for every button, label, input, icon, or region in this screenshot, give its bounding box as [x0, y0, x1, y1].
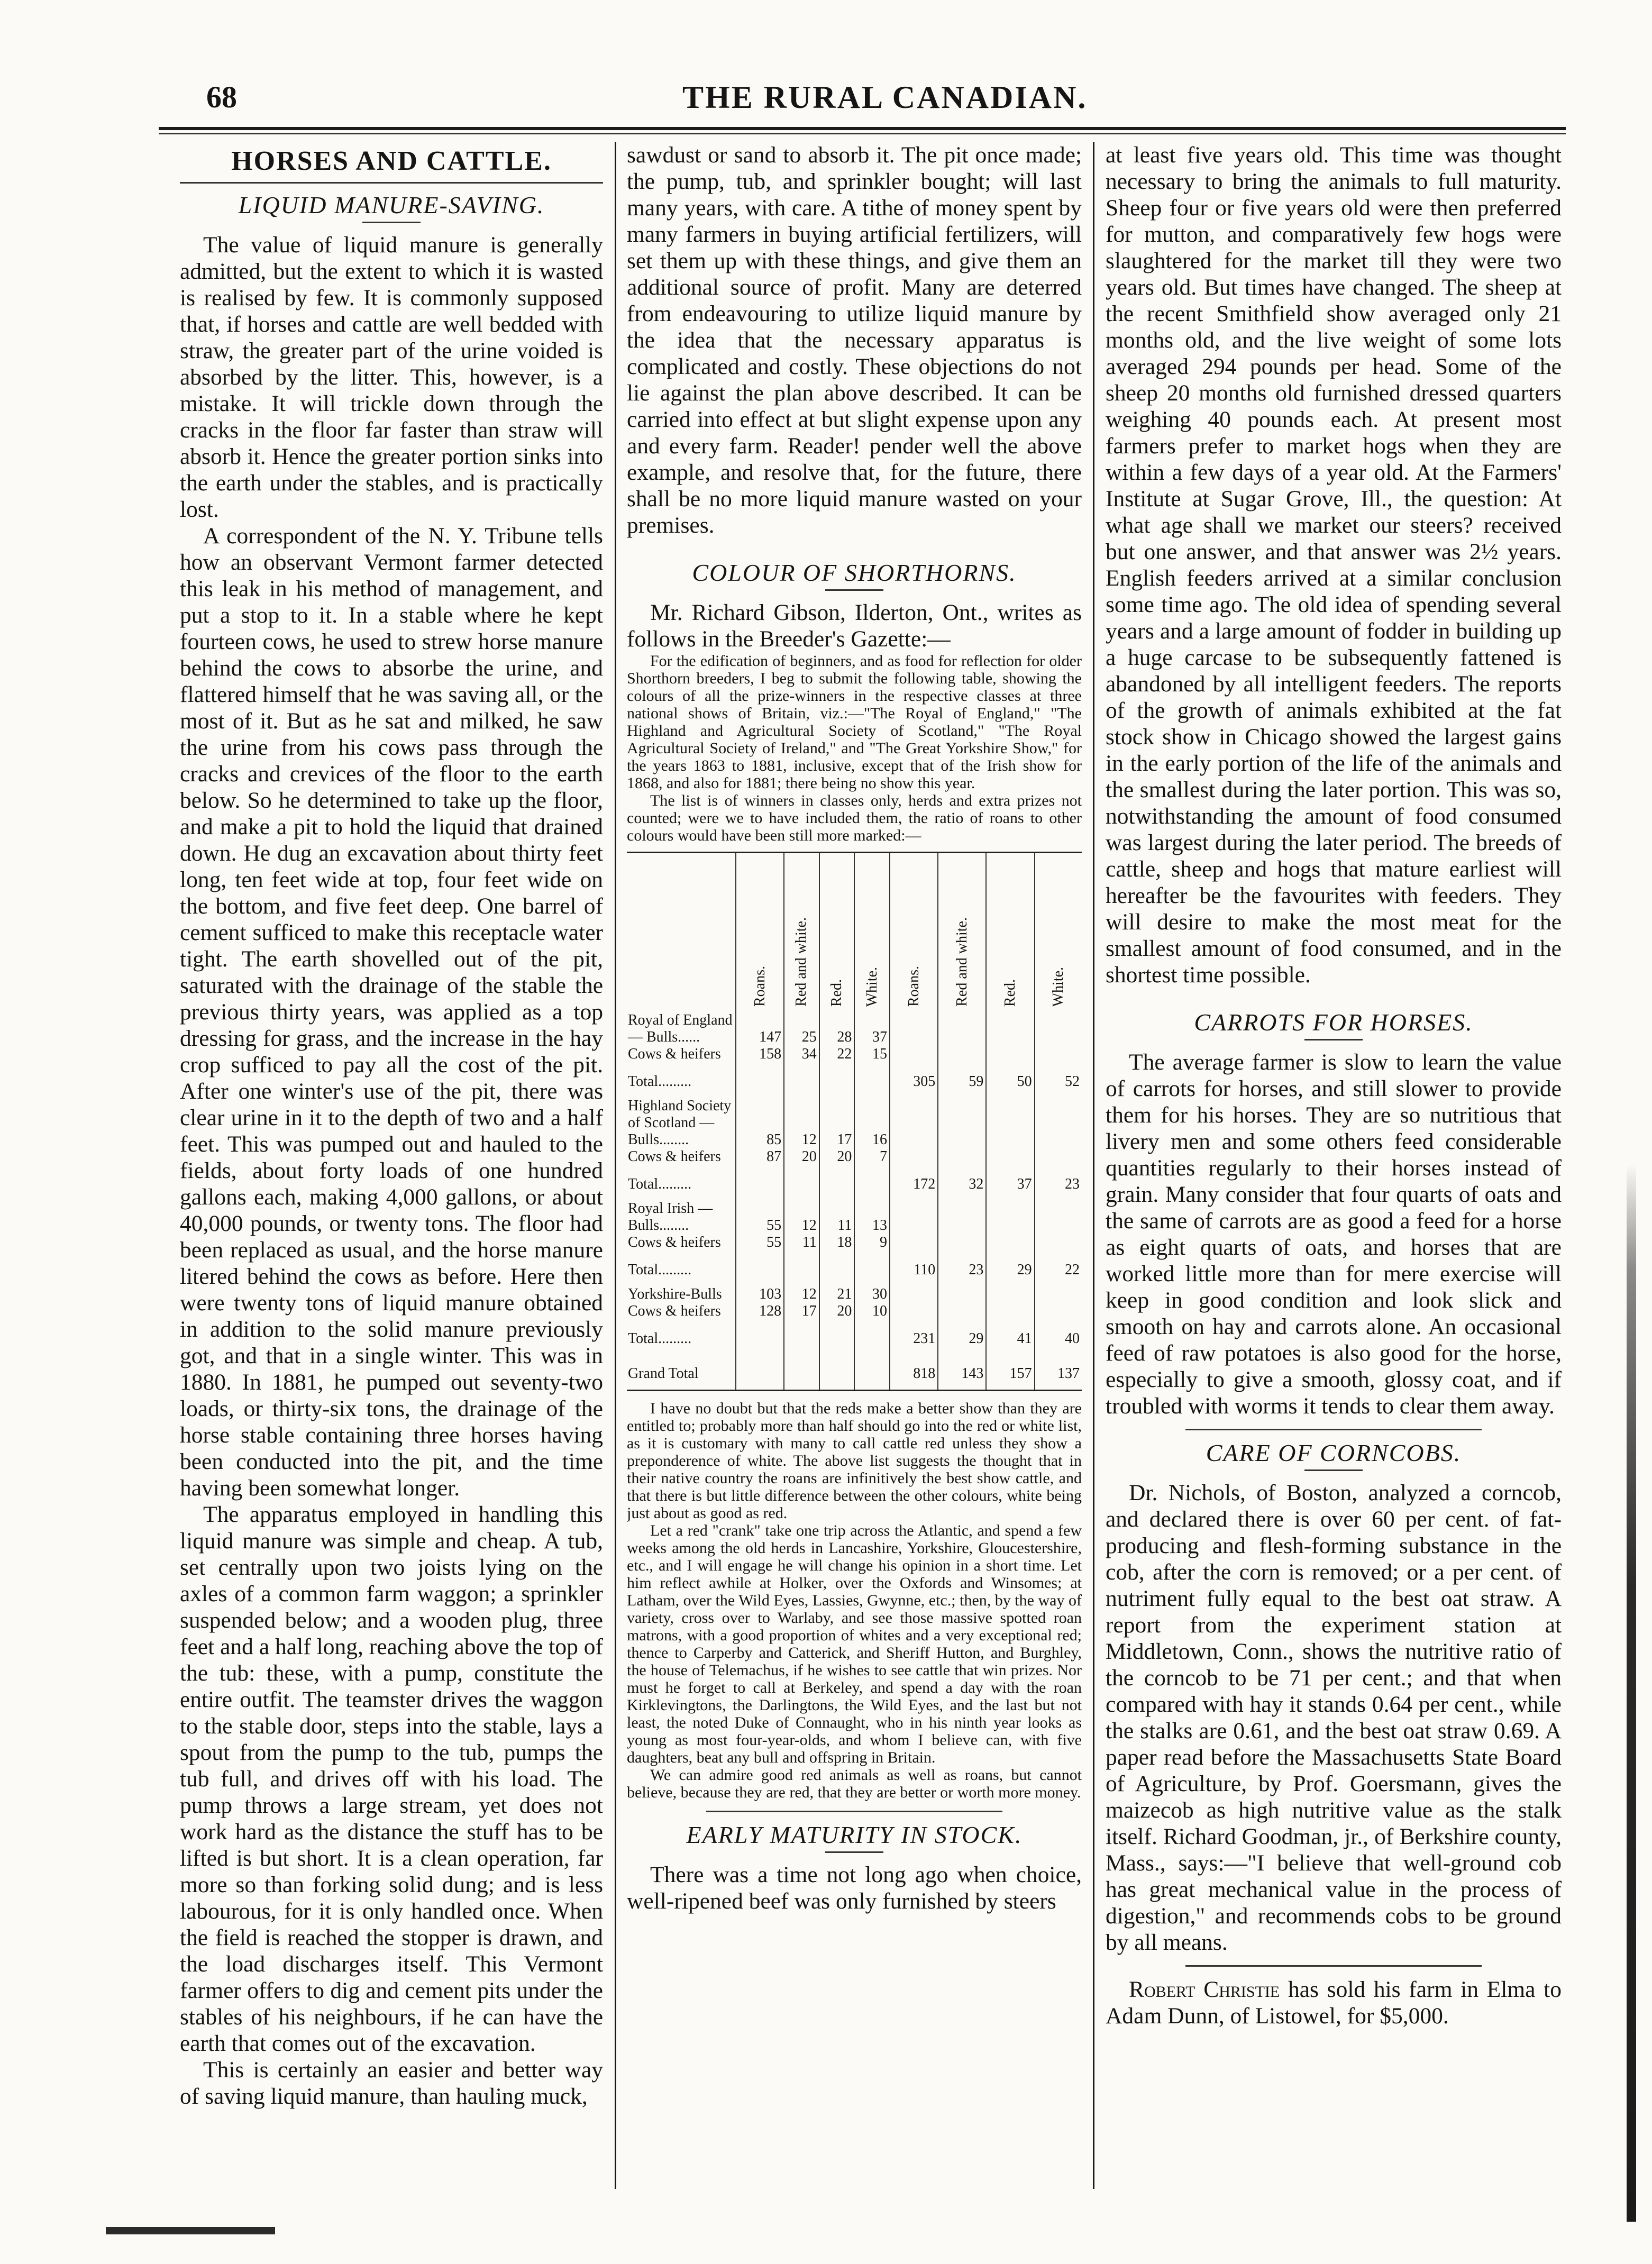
column-header-label: White. — [1049, 966, 1066, 1007]
column-header-label: Red and white. — [793, 917, 810, 1007]
table-cell — [819, 1251, 855, 1286]
table-header-blank — [627, 853, 736, 1012]
table-total-row — [627, 1355, 1082, 1391]
table-row — [627, 1012, 1082, 1046]
table-cell: 37 — [986, 1165, 1034, 1200]
table-column-header — [819, 853, 855, 1012]
row-label: Cows & heifers — [628, 1046, 721, 1062]
title-dash — [1304, 1039, 1363, 1040]
news-item — [1106, 1976, 1562, 2029]
row-label: Total......... — [628, 1073, 692, 1090]
row-label: Cows & heifers — [628, 1303, 721, 1319]
table-cell: 137 — [1035, 1355, 1082, 1391]
table-cell — [1035, 1200, 1082, 1234]
table-cell — [784, 1063, 819, 1098]
small-paragraph: For the edification of beginners, and as food for reflection for older Shorthorn breeders, I beg to submit the following table, showing the colours of all the prize-winners in the respective classes at three national shows of Britain, viz.:—"The Royal of England," "The Highland and Agricultural Society of Scotland," "The Royal Agricultural Society of Ireland," and "The Great Yorkshire Show," for the years 1863 to 1881, inclusive, except that of the Irish show for 1868, and also for 1881; there being no show this year. — [627, 652, 1082, 792]
table-cell — [784, 1355, 819, 1391]
table-cell — [986, 1200, 1034, 1234]
header-rule-thin — [159, 133, 1566, 134]
column-header-label: Red. — [1001, 979, 1018, 1007]
scan-mark — [106, 2227, 275, 2234]
column-header-label: Roans. — [751, 966, 768, 1007]
table-cell — [986, 1234, 1034, 1251]
news-item-name: Robert Christie — [1129, 1977, 1280, 2002]
page-number: 68 — [206, 80, 237, 114]
table-cell — [986, 1012, 1034, 1046]
table-cell: 50 — [986, 1063, 1034, 1098]
table-cell: 17 — [784, 1303, 819, 1320]
table-cell — [854, 1355, 890, 1391]
table-cell — [1035, 1234, 1082, 1251]
column-divider-1 — [615, 142, 616, 2189]
table-cell: 172 — [890, 1165, 938, 1200]
table-cell: 15 — [854, 1046, 890, 1063]
table-cell: 18 — [819, 1234, 855, 1251]
table-cell: 41 — [986, 1320, 1034, 1355]
table-cell — [819, 1165, 855, 1200]
title-dash — [362, 222, 421, 223]
table-cell — [854, 1320, 890, 1355]
table-cell — [938, 1234, 986, 1251]
news-item-text: has sold his farm in Elma to Adam Dunn, of Listowel, for $5,000. — [1106, 1977, 1562, 2029]
column-divider-2 — [1093, 142, 1094, 2189]
table-cell: 17 — [819, 1098, 855, 1148]
table-cell — [986, 1303, 1034, 1320]
table-column-header — [736, 853, 784, 1012]
table-cell: 85 — [736, 1098, 784, 1148]
paragraph: A correspondent of the N. Y. Tribune tells how an observant Vermont farmer detected this leak in his method of management, and put a stop to it. In a stable where he kept fourteen cows, he used to strew horse manure behind the cows to absorbe the urine, and flattered himself that he was saving all, or the most of it. But as he sat and milked, he saw the urine from his cows pass through the cracks and crevices of the floor to the earth below. So he determined to take up the floor, and make a pit to hold the liquid that drained down. He dug an excavation about thirty feet long, ten feet wide at top, four feet wide on the bottom, and five feet deep. One barrel of cement sufficed to make this receptacle water tight. The earth shovelled out of the pit, saturated with the drainage of the stable the previous thirty years, was applied as a top dressing for grass, and the increase in the hay crop sufficed to pay all the cost of the pit. After one winter's use of the pit, there was clear urine in it to the depth of two and a half feet. This was pumped out and hauled to the fields, about forty loads of one hundred gallons each, making 4,000 gallons, or about 40,000 pounds, or twenty tons. The floor had been replaced as usual, and the horse manure litered behind the cows as before. Here then were twenty tons of liquid manure obtained in addition to the solid manure previously got, and that in a single winter. This was in 1880. In 1881, he pumped out seventy-two loads, or thirty-six tons, the drainage of the horse stable containing three horses having been conducted into the pit, and the time having been somewhat longer. — [180, 523, 603, 1501]
table-cell: 32 — [938, 1165, 986, 1200]
table-total-row — [627, 1320, 1082, 1355]
article-title-liquid-manure: LIQUID MANURE-SAVING. — [238, 191, 545, 218]
table-column-header — [854, 853, 890, 1012]
column-2 — [627, 142, 1082, 2189]
table-row — [627, 1098, 1082, 1148]
table-cell: 25 — [784, 1012, 819, 1046]
table-cell: 231 — [890, 1320, 938, 1355]
table-cell: 22 — [819, 1046, 855, 1063]
table-cell: 10 — [854, 1303, 890, 1320]
table-cell: 16 — [854, 1098, 890, 1148]
table-row — [627, 1148, 1082, 1165]
table-cell: 29 — [986, 1251, 1034, 1286]
table-cell — [736, 1251, 784, 1286]
table-row — [627, 1200, 1082, 1234]
table-cell: 23 — [1035, 1165, 1082, 1200]
table-cell — [1035, 1286, 1082, 1303]
table-cell: 30 — [854, 1286, 890, 1303]
table-cell — [736, 1320, 784, 1355]
small-paragraph: We can admire good red animals as well as roans, but cannot believe, because they are red, that they are better or worth more money. — [627, 1766, 1082, 1801]
table-cell — [784, 1251, 819, 1286]
title-dash — [1304, 1469, 1363, 1471]
paragraph: This is certainly an easier and better way of saving liquid manure, than hauling muck, — [180, 2057, 603, 2109]
table-cell — [890, 1046, 938, 1063]
table-cell: 128 — [736, 1303, 784, 1320]
article-title-corncobs: CARE OF CORNCOBS. — [1206, 1439, 1462, 1466]
column-1 — [180, 142, 603, 2189]
column-header-label: Red. — [828, 979, 845, 1007]
table-cell: 305 — [890, 1063, 938, 1098]
table-cell: 40 — [1035, 1320, 1082, 1355]
table-cell — [819, 1063, 855, 1098]
table-column-header — [1035, 853, 1082, 1012]
article-rule — [706, 1811, 1002, 1812]
table-column-header — [890, 853, 938, 1012]
table-cell: 55 — [736, 1200, 784, 1234]
row-label: Yorkshire-Bulls — [628, 1286, 722, 1302]
table-cell: 7 — [854, 1148, 890, 1165]
article-rule — [1185, 1965, 1482, 1967]
row-label: Grand Total — [628, 1365, 699, 1382]
table-cell: 55 — [736, 1234, 784, 1251]
table-cell — [986, 1286, 1034, 1303]
table-cell — [938, 1148, 986, 1165]
table-cell: 20 — [819, 1303, 855, 1320]
table-cell: 21 — [819, 1286, 855, 1303]
table-cell — [890, 1286, 938, 1303]
article-title-early-maturity: EARLY MATURITY IN STOCK. — [686, 1821, 1023, 1848]
row-label: Cows & heifers — [628, 1148, 721, 1165]
scan-edge-shadow — [1627, 1164, 1636, 2222]
table-cell: 110 — [890, 1251, 938, 1286]
table-cell: 11 — [819, 1200, 855, 1234]
table-cell: 9 — [854, 1234, 890, 1251]
table-cell — [1035, 1012, 1082, 1046]
table-cell — [1035, 1303, 1082, 1320]
table-cell — [890, 1303, 938, 1320]
table-cell: 157 — [986, 1355, 1034, 1391]
table-cell — [938, 1286, 986, 1303]
table-cell — [854, 1063, 890, 1098]
table-total-row — [627, 1251, 1082, 1286]
table-column-header — [986, 853, 1034, 1012]
table-row — [627, 1046, 1082, 1063]
table-cell — [1035, 1046, 1082, 1063]
table-cell — [986, 1046, 1034, 1063]
section-rule — [180, 182, 603, 184]
table-cell: 103 — [736, 1286, 784, 1303]
table-total-row — [627, 1165, 1082, 1200]
table-cell — [784, 1320, 819, 1355]
article-rule — [1185, 1429, 1482, 1430]
table-cell: 12 — [784, 1098, 819, 1148]
table-cell — [736, 1063, 784, 1098]
row-label: Highland Society of Scotland — Bulls........ — [628, 1098, 732, 1148]
table-cell — [890, 1200, 938, 1234]
table-cell: 12 — [784, 1200, 819, 1234]
table-cell — [819, 1320, 855, 1355]
table-cell: 87 — [736, 1148, 784, 1165]
header-rule-thick — [159, 127, 1566, 130]
table-cell — [938, 1200, 986, 1234]
paragraph-continued: at least five years old. This time was thought necessary to bring the animals to full maturity. Sheep four or five years old were then preferred for mutton, and comparatively few hogs were slaughtered for the market till they were two years old. But times have changed. The sheep at the recent Smithfield show averaged only 21 months old, and the live weight of some lots averaged 294 pounds per head. Some of the sheep 20 months old furnished dressed quarters weighing 40 pounds each. At present most farmers prefer to market hogs when they are within a few days of a year old. At the Farmers' Institute at Sugar Grove, Ill., the question: At what age shall we market our steers? received but one answer, and that answer was 2½ years. English feeders arrived at a similar conclusion some time ago. The old idea of spending several years and a large amount of fodder in building up a huge carcase to be subsequently fattened is abandoned by all intelligent feeders. The reports of the growth of animals exhibited at the fat stock show in Chicago showed the largest gains in the early portion of the life of the animals and the smallest during the later portion. This was so, notwithstanding the amount of food consumed was largest during the later period. The breeds of cattle, sheep and hogs that mature earliest will hereafter be the favourites with feeders. They will desire to make the most meat for the smallest amount of food consumed, and in the shortest time possible. — [1106, 142, 1562, 988]
table-cell: 59 — [938, 1063, 986, 1098]
table-cell: 34 — [784, 1046, 819, 1063]
table-cell — [784, 1165, 819, 1200]
column-header-label: White. — [863, 966, 880, 1007]
table-cell: 11 — [784, 1234, 819, 1251]
table-header-row — [627, 853, 1082, 1012]
masthead-title: THE RURAL CANADIAN. — [682, 80, 1088, 115]
row-label: Cows & heifers — [628, 1234, 721, 1250]
article-title-shorthorns: COLOUR OF SHORTHORNS. — [692, 559, 1017, 586]
column-header-label: Roans. — [905, 966, 922, 1007]
table-cell — [890, 1098, 938, 1148]
row-label: Total......... — [628, 1176, 692, 1192]
title-dash — [825, 589, 883, 591]
table-cell — [854, 1251, 890, 1286]
table-cell: 143 — [938, 1355, 986, 1391]
table-cell — [938, 1012, 986, 1046]
article-title-carrots: CARROTS FOR HORSES. — [1194, 1009, 1473, 1036]
table-cell — [938, 1098, 986, 1148]
table-cell: 147 — [736, 1012, 784, 1046]
table-cell: 12 — [784, 1286, 819, 1303]
table-cell: 20 — [784, 1148, 819, 1165]
paragraph-continued: sawdust or sand to absorb it. The pit once made; the pump, tub, and sprinkler bought; will last many years, with care. A tithe of money spent by many farmers in buying artificial fertilizers, will set them up with these things, and give them an additional source of profit. Many are deterred from endeavouring to utilize liquid manure by the idea that the necessary apparatus is complicated and costly. These objections do not lie against the plan above described. It can be carried into effect at but slight expense upon any and every farm. Reader! pender well the above example, and resolve that, for the future, there shall be no more liquid manure wasted on your premises. — [627, 142, 1082, 538]
table-cell — [938, 1303, 986, 1320]
column-3 — [1106, 142, 1562, 2189]
table-cell — [890, 1234, 938, 1251]
table-cell: 23 — [938, 1251, 986, 1286]
table-cell — [890, 1012, 938, 1046]
table-cell: 158 — [736, 1046, 784, 1063]
small-paragraph: Let a red "crank" take one trip across the Atlantic, and spend a few weeks among the old herds in Lancashire, Yorkshire, Gloucestershire, etc., and I will engage he will change his opinion in a short time. Let him reflect awhile at Holker, over the Oxfords and Winsomes; at Latham, over the Wild Eyes, Lassies, Gwynne, etc.; then, by the way of variety, cross over to Warlaby, and see those massive spotted roan matrons, with a good proportion of whites and a very exceptional red; thence to Carperby and Catterick, and Sheriff Hutton, and Burghley, the house of Telemachus, if he wishes to see cattle that win prizes. Nor must he forget to call at Berkeley, and spend a day with the roan Kirklevingtons, the Darlingtons, the Wild Eyes, and the last but not least, the noted Duke of Connaught, who in his ninth year looks as young as most four-year-olds, and whom I believe can, with five daughters, beat any bull and offspring in Britain. — [627, 1522, 1082, 1766]
section-title: HORSES AND CATTLE. — [231, 146, 552, 176]
table-cell: 20 — [819, 1148, 855, 1165]
table-cell — [1035, 1098, 1082, 1148]
article-intro: Mr. Richard Gibson, Ilderton, Ont., writes as follows in the Breeder's Gazette:— — [627, 600, 1082, 652]
table-cell — [938, 1046, 986, 1063]
table-cell: 818 — [890, 1355, 938, 1391]
table-cell — [854, 1165, 890, 1200]
small-paragraph: I have no doubt but that the reds make a better show than they are entitled to; probably more than half should go into the red or white list, as it is customary with many to call cattle red unless they show a preponderence of white. The above list suggests the thought that in their native country the roans are infinitively the best show cattle, and that there is but little difference between the other colours, white being just about as good as red. — [627, 1400, 1082, 1522]
row-label: Royal of England — Bulls...... — [628, 1012, 733, 1045]
paragraph: The value of liquid manure is generally admitted, but the extent to which it is wasted is realised by few. It is commonly supposed that, if horses and cattle are well bedded with straw, the greater part of the urine voided is absorbed by the litter. This, however, is a mistake. It will trickle down through the cracks in the floor far faster than straw will absorb it. Hence the greater portion sinks into the earth under the stables, and is practically lost. — [180, 232, 603, 522]
paragraph: There was a time not long ago when choice, well-ripened beef was only furnished by steers — [627, 1862, 1082, 1914]
column-header-label: Red and white. — [953, 917, 970, 1007]
table-cell: 37 — [854, 1012, 890, 1046]
table-row — [627, 1303, 1082, 1320]
table-column-header — [784, 853, 819, 1012]
table-cell: 28 — [819, 1012, 855, 1046]
table-cell — [1035, 1148, 1082, 1165]
table-total-row — [627, 1063, 1082, 1098]
paragraph: The average farmer is slow to learn the value of carrots for horses, and still slower to provide them for his horses. They are so nutritious that livery men and some others feed considerable quantities regularly to their horses instead of grain. Many consider that four quarts of oats and the same of carrots are as good a feed for a horse as eight quarts of oats, and horses that are worked little more than for mere exercise will keep in good condition and look slick and smooth on hay and carrots alone. An occasional feed of raw potatoes is also good for the horse, especially to give a smooth, glossy coat, and if troubled with worms it tends to clear them away. — [1106, 1049, 1562, 1419]
row-label: Total......... — [628, 1330, 692, 1347]
table-cell — [736, 1165, 784, 1200]
table-cell — [986, 1098, 1034, 1148]
table-cell — [736, 1355, 784, 1391]
table-cell — [890, 1148, 938, 1165]
paragraph: Dr. Nichols, of Boston, analyzed a corncob, and declared there is over 60 per cent. of fat-producing and flesh-forming substance in the cob, after the corn is removed; or a per cent. of nutriment fully equal to the best oat straw. A report from the experiment station at Middletown, Conn., shows the nutritive ratio of the corncob to be 71 per cent.; and that when compared with hay it stands 0.64 per cent., while the stalks are 0.61, and the best oat straw 0.69. A paper read before the Massachusetts State Board of Agriculture, by Prof. Goersmann, gives the maizecob as high nutritive value as the stalk itself. Richard Goodman, jr., of Berkshire county, Mass., says:—"I believe that well-ground cob has great mechanical value in the process of digestion," and recommends cobs to be ground by all means. — [1106, 1480, 1562, 1955]
table-cell: 13 — [854, 1200, 890, 1234]
table-cell — [986, 1148, 1034, 1165]
table-row — [627, 1286, 1082, 1303]
small-paragraph: The list is of winners in classes only, herds and extra prizes not counted; were we to have included them, the ratio of roans to other colours would have been still more marked:— — [627, 792, 1082, 844]
row-label: Total......... — [628, 1262, 692, 1278]
title-dash — [825, 1851, 883, 1853]
table-row — [627, 1234, 1082, 1251]
table-cell: 52 — [1035, 1063, 1082, 1098]
prize-winners-table — [627, 852, 1082, 1391]
table-cell: 29 — [938, 1320, 986, 1355]
table-body — [627, 1012, 1082, 1391]
row-label: Royal Irish — Bulls........ — [628, 1200, 713, 1234]
table-cell: 22 — [1035, 1251, 1082, 1286]
table-column-header — [938, 853, 986, 1012]
table-cell — [819, 1355, 855, 1391]
paragraph: The apparatus employed in handling this liquid manure was simple and cheap. A tub, set centrally upon two joists lying on the axles of a common farm waggon; a sprinkler suspended below; and a wooden plug, three feet and a half long, reaching above the top of the tub: these, with a pump, constitute the entire outfit. The teamster drives the waggon to the stable door, steps into the stable, lays a spout from the pump to the tub, pumps the tub full, and drives off with his load. The pump throws a large stream, yet does not work hard as the distance the stuff has to be lifted is but short. It is a clean operation, far more so than forking solid dung; and is less labourous, for it is only handled once. When the field is reached the stopper is drawn, and the load discharges itself. This Vermont farmer offers to dig and cement pits under the stables of his neighbours, if he can have the earth that comes out of the excavation. — [180, 1502, 603, 2056]
